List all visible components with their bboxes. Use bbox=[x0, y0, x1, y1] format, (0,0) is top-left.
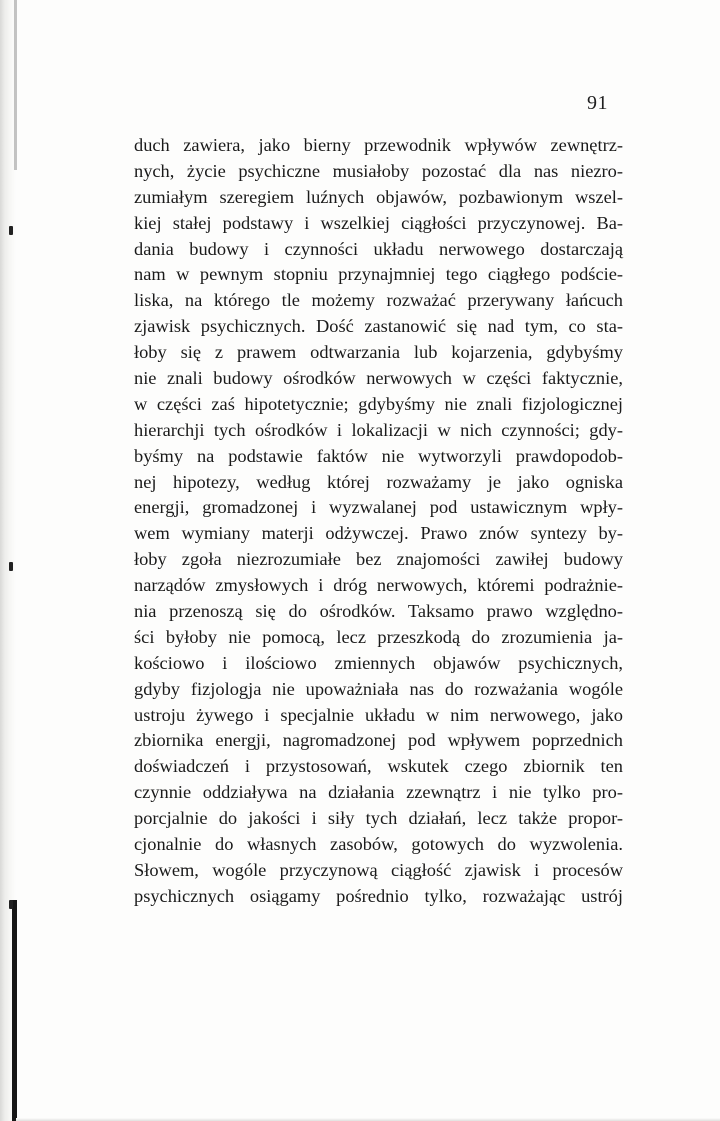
text-line: byśmy na podstawie faktów nie wytworzyli prawdopodob- bbox=[134, 445, 623, 466]
text-line: narządów zmysłowych i dróg nerwowych, któremi podrażnie- bbox=[134, 575, 623, 596]
text-line: nej hipotezy, według której rozważamy je jako ogniska bbox=[134, 471, 623, 492]
text-line: nia przenoszą się do ośrodków. Taksamo prawo względno- bbox=[134, 601, 623, 622]
text-line: ustroju żywego i specjalnie układu w nim nerwowego, jako bbox=[134, 704, 623, 725]
text-line: nych, życie psychiczne musiałoby pozostać dla nas niezro- bbox=[134, 160, 623, 181]
text-line: zjawisk psychicznych. Dość zastanowić się nad tym, co sta- bbox=[134, 316, 623, 337]
text-line: czynnie oddziaływa na działania zzewnątrz i nie tylko pro- bbox=[134, 782, 623, 803]
text-line: Słowem, wogóle przyczynową ciągłość zjawisk i procesów bbox=[134, 859, 623, 880]
text-line: kiej stałej podstawy i wszelkiej ciągłości przyczynowej. Ba- bbox=[134, 212, 623, 233]
text-line: zbiornika energji, nagromadzonej pod wpływem poprzednich bbox=[134, 730, 623, 751]
text-line: doświadczeń i przystosowań, wskutek czego zbiornik ten bbox=[134, 756, 623, 777]
binding-shadow-bottom bbox=[12, 900, 17, 1121]
text-line: zumiałym szeregiem luźnych objawów, pozbawionym wszel- bbox=[134, 186, 623, 207]
text-line: duch zawiera, jako bierny przewodnik wpływów zewnętrz- bbox=[134, 135, 623, 155]
page-number: 91 bbox=[587, 92, 608, 114]
text-line: gdyby fizjologja nie upoważniała nas do rozważania wogóle bbox=[134, 678, 623, 699]
text-line: nam w pewnym stopniu przynajmniej tego ciągłego podście- bbox=[134, 264, 623, 285]
binding-mark bbox=[9, 562, 13, 571]
text-line: energji, gromadzonej i wyzwalanej pod ustawicznym wpły- bbox=[134, 497, 623, 518]
binding-shadow-top bbox=[14, 0, 17, 170]
text-line: porcjalnie do jakości i siły tych działań, lecz także propor- bbox=[134, 808, 623, 829]
body-text bbox=[134, 133, 623, 910]
text-line: ści byłoby nie pomocą, lecz przeszkodą do zrozumienia ja- bbox=[134, 626, 623, 647]
binding-mark bbox=[9, 226, 13, 235]
text-line: wem wymiany materji odżywczej. Prawo znów syntezy by- bbox=[134, 523, 623, 544]
text-line: hierarchji tych ośrodków i lokalizacji w nich czynności; gdy- bbox=[134, 419, 623, 440]
text-line: nie znali budowy ośrodków nerwowych w części faktycznie, bbox=[134, 368, 623, 389]
text-line: psychicznych osiągamy pośrednio tylko, rozważając ustrój bbox=[134, 885, 623, 906]
text-line: cjonalnie do własnych zasobów, gotowych do wyzwolenia. bbox=[134, 834, 623, 855]
text-line: łoby zgoła niezrozumiałe bez znajomości zawiłej budowy bbox=[134, 549, 623, 570]
text-line: w części zaś hipotetycznie; gdybyśmy nie znali fizjologicznej bbox=[134, 393, 623, 414]
text-line: łoby się z prawem odtwarzania lub kojarzenia, gdybyśmy bbox=[134, 342, 623, 363]
binding-mark bbox=[9, 900, 13, 909]
text-line: liska, na którego tle możemy rozważać przerywany łańcuch bbox=[134, 290, 623, 311]
text-line: kościowo i ilościowo zmiennych objawów psychicznych, bbox=[134, 652, 623, 673]
text-line: dania budowy i czynności układu nerwowego dostarczają bbox=[134, 238, 623, 259]
